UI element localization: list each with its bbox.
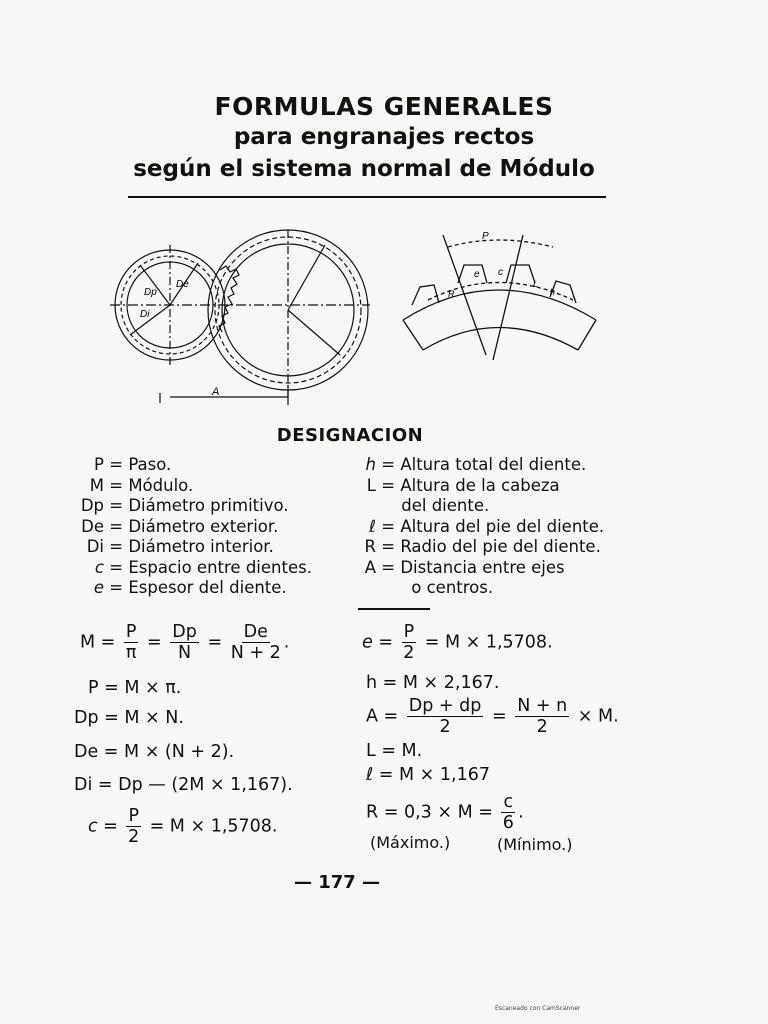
label-e: e: [474, 269, 480, 280]
label-a: A: [212, 386, 220, 398]
def-m: M = Módulo.: [89, 475, 194, 495]
label-l: L: [533, 279, 539, 289]
label-r: R: [448, 289, 455, 299]
title-line-3: según el sistema normal de Módulo: [133, 156, 595, 182]
label-p: P: [482, 231, 489, 242]
def-dp: Dp = Diámetro primitivo.: [80, 496, 289, 515]
label-dp: Dp: [144, 287, 157, 298]
label-di: Di: [140, 309, 150, 320]
formula-a: A = $\frac{Dp + dp}{2}$ = $\frac{N + n}{2}$ × M.: [366, 696, 619, 737]
page-number: — 177 —: [293, 872, 381, 893]
formula-h: h = M × 2,167.: [366, 673, 500, 693]
section-divider: [358, 608, 430, 610]
def-h: h = Altura total del diente.: [365, 455, 587, 474]
formula-e: e = $\frac{P}{2}$ = M × 1,5708.: [362, 622, 553, 663]
label-minimo: (Mínimo.): [497, 835, 573, 854]
formula-r: R = 0,3 × M = $\frac{c}{6}$ .: [366, 792, 524, 833]
formula-p: P = M × π.: [88, 678, 182, 698]
def-l-cont: del diente.: [401, 496, 490, 515]
def-a: A = Distancia entre ejes: [364, 557, 565, 577]
designation-right-list: [358, 455, 604, 599]
title-rule: [128, 196, 606, 198]
label-c: c: [498, 267, 503, 278]
def-p: P = Paso.: [94, 455, 172, 474]
def-di: Di = Diámetro interior.: [86, 537, 274, 556]
formula-lp: ℓ = M × 1,167: [366, 765, 491, 785]
def-c: c = Espacio entre dientes.: [94, 557, 312, 577]
formula-di: Di = Dp — (2M × 1,167).: [74, 775, 293, 795]
def-l: L = Altura de la cabeza: [366, 475, 560, 495]
formula-l: L = M.: [366, 741, 423, 761]
tooth-profile-diagram: [398, 225, 608, 390]
formula-c: c = $\frac{P}{2}$ = M × 1,5708.: [88, 806, 278, 847]
label-de: De: [176, 279, 189, 290]
title-line-2: para engranajes rectos: [233, 124, 535, 150]
scanner-footer: Escaneado con CamScanner: [495, 1005, 581, 1012]
formula-dp: Dp = M × N.: [74, 708, 184, 728]
title-line-1: FORMULAS GENERALES: [214, 92, 554, 121]
label-maximo: (Máximo.): [370, 833, 451, 852]
def-lp: ℓ = Altura del pie del diente.: [369, 516, 605, 536]
formula-m: M = $\frac{P}{\pi}$ = $\frac{Dp}{N}$ = $\frac{De}{N + 2}$ .: [80, 622, 290, 663]
def-r: R = Radio del pie del diente.: [364, 537, 601, 556]
label-h: h: [550, 287, 556, 297]
formula-de: De = M × (N + 2).: [74, 742, 235, 762]
def-a-cont: o centros.: [411, 578, 494, 597]
designation-left-list: [70, 455, 312, 599]
def-e: e = Espesor del diente.: [93, 578, 287, 597]
designation-heading: DESIGNACION: [276, 425, 424, 446]
gear-pair-diagram: [100, 225, 380, 415]
def-de: De = Diámetro exterior.: [81, 516, 279, 536]
